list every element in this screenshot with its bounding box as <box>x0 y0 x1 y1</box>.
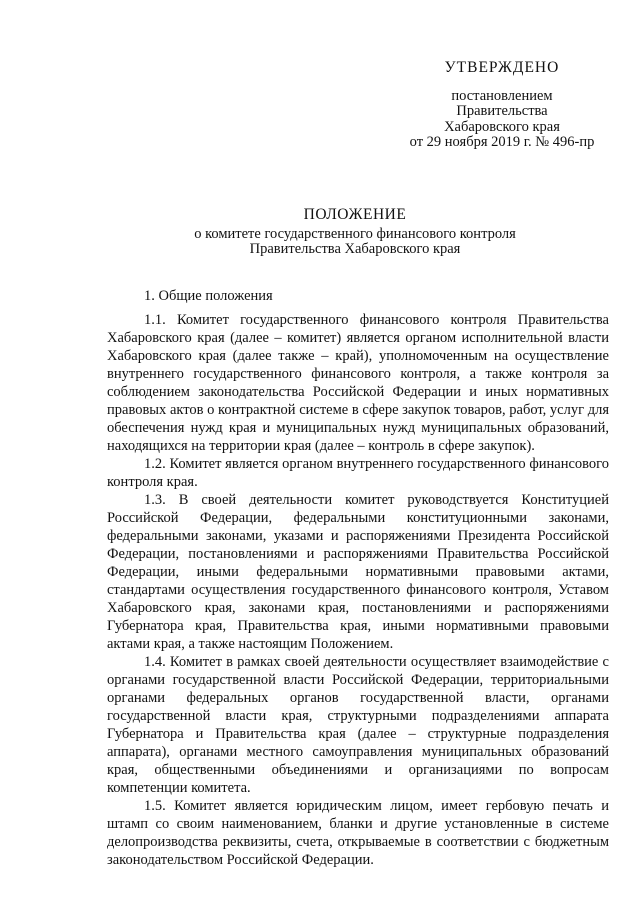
approval-line: постановлением <box>451 87 553 104</box>
paragraph-1-1: 1.1. Комитет государственного финансового контроля Правительства Хабаровского края (далее – комитет) является органом исполнительной власти Хабаровского края (далее также – край), уполномоченным на осуществление внутреннего государственного финансового контроля, а также контроля за соблюдением законодательства Российской Федерации и иных нормативных правовых актов о контрактной системе в сфере закупок товаров, работ, услуг для обеспечения нужд края и муниципальных нужд муниципальных образований, находящихся на территории края (далее – контроль в сфере закупок). <box>107 312 609 454</box>
document-subtitle: Правительства Хабаровского края <box>249 241 461 257</box>
approval-block <box>402 60 602 151</box>
approval-line: Хабаровского края <box>444 118 560 135</box>
approval-date: от 29 ноября 2019 г. № 496-пр <box>409 134 595 150</box>
section-heading: 1. Общие положения <box>144 288 273 304</box>
paragraph-1-5: 1.5. Комитет является юридическим лицом, имеет гербовую печать и штамп со своим наименованием, бланки и другие установленные в системе делопроизводства реквизиты, счета, открываемые в соответствии с бюджетным законодательством Российской Федерации. <box>107 798 609 868</box>
approval-stamp: УТВЕРЖДЕНО <box>444 59 560 76</box>
document-title-block <box>100 207 610 257</box>
approval-line: Правительства <box>456 103 548 119</box>
document-title: ПОЛОЖЕНИЕ <box>303 206 407 223</box>
document-subtitle: о комитете государственного финансового контроля <box>194 226 516 242</box>
paragraph-1-4: 1.4. Комитет в рамках своей деятельности осуществляет взаимодействие с органами государственной власти Российской Федерации, территориальными органами федеральных органов государственной власти, органами государственной власти края, структурными подразделениями аппарата Губернатора и Правительства края (далее – структурные подразделения аппарата), органами местного самоуправления муниципальных образований края, общественными объединениями и организациями по вопросам компетенции комитета. <box>107 654 609 796</box>
document-body <box>107 287 609 869</box>
paragraph-1-3: 1.3. В своей деятельности комитет руководствуется Конституцией Российской Федерации, федеральными конституционными законами, федеральными законами, указами и распоряжениями Президента Российской Федерации, постановлениями и распоряжениями Правительства Российской Федерации, иными федеральными нормативными правовыми актами, стандартами осуществления государственного финансового контроля, Уставом Хабаровского края, законами края, постановлениями и распоряжениями Губернатора края, Правительства края, иными нормативными правовыми актами края, а также настоящим Положением. <box>107 492 609 652</box>
paragraph-1-2: 1.2. Комитет является органом внутреннего государственного финансового контроля края. <box>107 456 609 490</box>
